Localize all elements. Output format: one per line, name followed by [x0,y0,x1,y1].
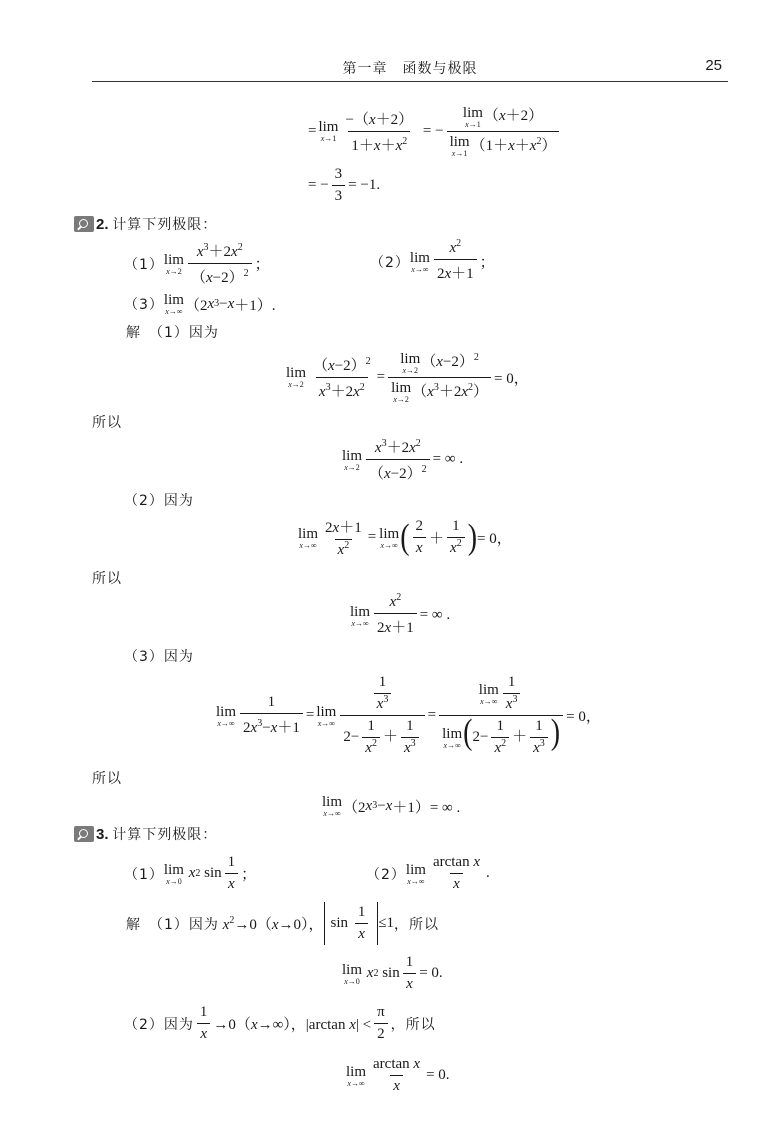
problem-2-part3-because: lim x→∞ $\frac{1}{2x^3-x+1}$ = lim x→∞ $\frac{1}{x^3}$ 2− $\frac{1}{x^2}$ ＋ $\frac{1}{x^3}$ = lim x→∞ $\frac{1}{x^3}$ lim x→∞ (2− $\frac{1}{x^2}$ ＋ $\frac{1}{x^3}$ ) = 0， [216,674,601,756]
problem-2-solution-label: 解 （1）因为 [126,325,219,341]
problem-2-so-2: 所以 [92,571,122,587]
problem-3-item-1: （1） lim x→0 x 2 sin $\frac{1}{x}$ ； [124,854,257,892]
problem-3-heading [96,824,217,844]
problem-2-part3-result: lim x→∞ （2 x 3 − x ＋1）= ∞ . [322,794,461,818]
problem-2-item-3: （3） lim x→∞ （2 x 3 − x ＋1）. [124,292,276,316]
continued-equation-2: = − $\frac{3}{3}$ = −1. [308,166,381,204]
continued-equation-1: = lim x→1 $\frac{-(x+2)}{1+x+x^2}$ = − lim x→1 （x＋2） lim x→1 $(1+x+x^2)$ [308,104,562,158]
page-header [92,54,728,82]
problem-2-item-1: （1） lim x→2 $\frac{x^3+2x^2}{(x-2)^2}$ ； [124,242,270,286]
problem-2-number: 2. [96,216,109,233]
problem-2-part1-because: lim x→2 $\frac{(x-2)^2}{x^3+2x^2}$ = lim x→2 $(x-2)^2$ lim x→2 $(x^3+2x^2)$ = 0， [286,350,529,405]
problem-2-part2-intro: （2）因为 [124,493,194,509]
problem-2-item-2: （2） lim x→∞ $\frac{x^2}{2x+1}$ ； [370,238,495,282]
problem-3-part1-line: 解 （1）因为 $x^2\to 0(x\to 0)$， sin $\frac{1}{x}$ ≤1 ，所以 [126,902,439,945]
problem-2-part2-result: lim x→∞ $\frac{x^2}{2x+1}$ = ∞ . [350,592,451,636]
problem-2-heading [96,214,217,234]
problem-2-part3-intro: （3）因为 [124,649,194,665]
problem-3-item-2: （2） lim x→∞ $\frac{\text{arctan x}}{x}$ . [366,854,490,892]
problem-3-part2-result: lim x→∞ $\frac{\text{arctan x}}{x}$ = 0. [346,1056,450,1094]
problem-marker-icon [74,216,94,232]
chapter-title: 第一章 函数与极限 [342,61,478,77]
problem-3-part2-line: （2）因为 $\frac{1}{x}$ →0（x→∞），|arctan x| < $\frac{\pi}{2}$ ，所以 [124,1004,436,1042]
problem-2-so-1: 所以 [92,415,122,431]
problem-marker-icon [74,826,94,842]
problem-2-prompt: 计算下列极限： [112,217,218,233]
problem-2-part1-result: lim x→2 $\frac{x^3+2x^2}{(x-2)^2}$ = ∞ . [342,438,464,482]
problem-2-part2-because: lim x→∞ $\frac{2x+1}{x^2}$ = lim x→∞ ( $\frac{2}{x}$ ＋ $\frac{1}{x^2}$ ) = 0， [298,516,512,558]
header-rule [92,81,728,82]
problem-3-number: 3. [96,826,109,843]
problem-3-prompt: 计算下列极限： [112,827,218,843]
page-number: 25 [705,57,722,74]
problem-2-so-3: 所以 [92,771,122,787]
problem-3-part1-result: lim x→0 x 2 sin $\frac{1}{x}$ = 0. [342,954,443,992]
